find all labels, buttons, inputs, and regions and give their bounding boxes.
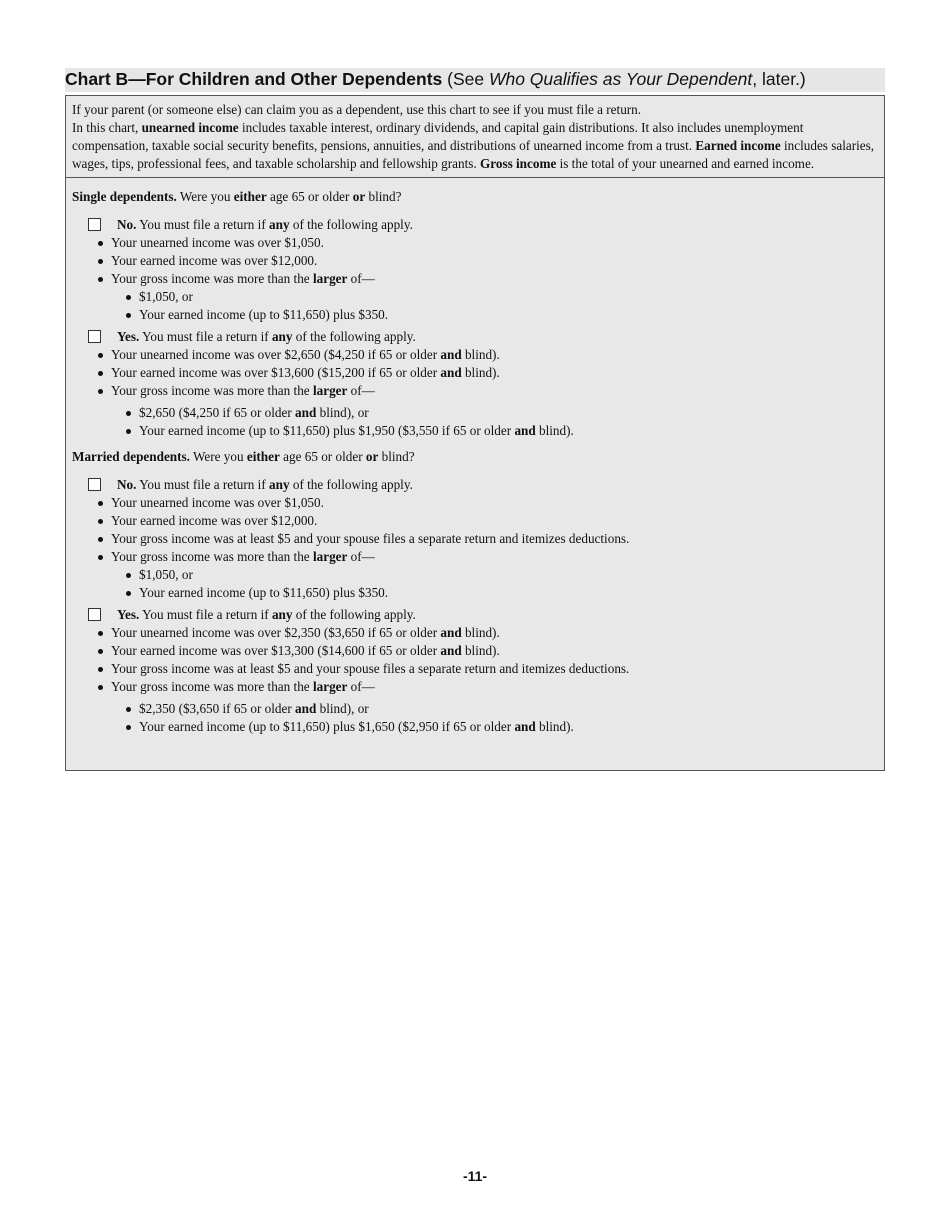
option-text: You must file a return if	[136, 217, 270, 232]
option-emphasis: any	[269, 477, 290, 492]
option-emphasis: any	[271, 329, 293, 344]
option-text: You must file a return if	[136, 477, 270, 492]
single-yes-option	[72, 328, 878, 346]
question-emphasis: or	[365, 449, 379, 464]
list-item: Your unearned income was over $1,050.	[97, 234, 878, 252]
sub-list-item: Your earned income (up to $11,650) plus $350.	[125, 584, 878, 602]
list-item: Your unearned income was over $1,050.	[97, 494, 878, 512]
married-yes-sublist	[111, 700, 878, 736]
option-emphasis: any	[269, 217, 290, 232]
sub-list-item: $1,050, or	[125, 288, 878, 306]
list-item	[97, 642, 878, 660]
question-text: Were you	[176, 189, 234, 204]
intro-line: If your parent (or someone else) can claim you as a dependent, use this chart to see if you must file a return.	[72, 102, 642, 117]
single-yes-list	[72, 346, 878, 440]
question-text: age 65 or older	[279, 449, 366, 464]
single-no-sublist	[111, 288, 878, 324]
item-emphasis: and	[440, 625, 462, 640]
item-text: $2,350 ($3,650 if 65 or older	[139, 701, 296, 716]
item-text: Your earned income (up to $11,650) plus $1,950 ($3,550 if 65 or older	[139, 423, 515, 438]
married-no-checkbox[interactable]	[88, 478, 101, 491]
option-text: You must file a return if	[139, 329, 272, 344]
chart-body	[66, 178, 884, 736]
item-text: blind).	[535, 423, 574, 438]
list-item: Your earned income was over $12,000.	[97, 252, 878, 270]
single-label: Single dependents.	[72, 189, 177, 204]
list-item	[97, 624, 878, 642]
list-item	[97, 678, 878, 736]
intro-section	[66, 96, 884, 178]
option-text: of the following apply.	[289, 477, 413, 492]
intro-text: includes taxable interest, ordinary dividends, and capital gain distributions. It also includes unemployment compensation, taxable social security benefits, pensions, annuities, and distributions of unearned income from a trust.	[72, 120, 804, 153]
married-yes-option	[72, 606, 878, 624]
item-text: blind).	[535, 719, 574, 734]
item-emphasis: and	[514, 423, 536, 438]
item-text: $2,650 ($4,250 if 65 or older	[139, 405, 296, 420]
question-text: blind?	[365, 189, 402, 204]
item-emphasis: and	[440, 365, 462, 380]
intro-text: includes salaries, wages, tips, professional fees, and taxable scholarship and fellowship grants.	[72, 138, 875, 171]
item-text: Your earned income was over $13,300 ($14,600 if 65 or older	[111, 643, 441, 658]
option-text: of the following apply.	[292, 607, 416, 622]
option-text: of the following apply.	[289, 217, 413, 232]
option-label: Yes.	[117, 329, 140, 344]
list-item: Your gross income was at least $5 and your spouse files a separate return and itemizes deductions.	[97, 530, 878, 548]
married-no-sublist	[111, 566, 878, 602]
item-emphasis: larger	[312, 271, 348, 286]
married-no-list	[72, 494, 878, 602]
married-yes-checkbox[interactable]	[88, 608, 101, 621]
item-text: of—	[347, 549, 375, 564]
single-dependents-question	[72, 188, 878, 206]
chart-title-bold: Chart B—For Children and Other Dependents	[65, 69, 443, 89]
list-item	[97, 382, 878, 440]
married-yes-list	[72, 624, 878, 736]
item-text: blind).	[461, 625, 500, 640]
list-item: Your gross income was at least $5 and your spouse files a separate return and itemizes deductions.	[97, 660, 878, 678]
item-text: of—	[347, 383, 375, 398]
list-item	[97, 346, 878, 364]
item-text: blind).	[461, 365, 500, 380]
option-emphasis: any	[271, 607, 293, 622]
item-emphasis: and	[295, 405, 317, 420]
question-emphasis: either	[233, 189, 267, 204]
item-emphasis: larger	[312, 549, 348, 564]
item-text: blind).	[461, 347, 500, 362]
option-label: No.	[117, 477, 137, 492]
question-text: Were you	[189, 449, 247, 464]
item-text: blind).	[461, 643, 500, 658]
question-emphasis: either	[246, 449, 280, 464]
chart-title	[65, 68, 885, 92]
sub-list-item	[125, 700, 878, 718]
item-text: Your unearned income was over $2,350 ($3,650 if 65 or older	[111, 625, 441, 640]
item-emphasis: and	[440, 643, 462, 658]
married-dependents-question	[72, 448, 878, 466]
question-text: age 65 or older	[266, 189, 353, 204]
chart-title-open: (See	[442, 69, 489, 89]
question-text: blind?	[378, 449, 415, 464]
single-yes-sublist	[111, 404, 878, 440]
married-no-option	[72, 476, 878, 494]
sub-list-item	[125, 718, 878, 736]
item-text: Your unearned income was over $2,650 ($4,250 if 65 or older	[111, 347, 441, 362]
chart-box	[65, 95, 885, 771]
intro-text: In this chart,	[72, 120, 142, 135]
question-emphasis: or	[352, 189, 366, 204]
term-gross-income: Gross income	[479, 156, 557, 171]
single-yes-checkbox[interactable]	[88, 330, 101, 343]
married-label: Married dependents.	[72, 449, 190, 464]
item-emphasis: larger	[312, 383, 348, 398]
item-text: blind), or	[316, 405, 369, 420]
item-text: Your gross income was more than the	[111, 549, 313, 564]
list-item	[97, 548, 878, 602]
sub-list-item: Your earned income (up to $11,650) plus $350.	[125, 306, 878, 324]
item-text: blind), or	[316, 701, 369, 716]
intro-definitions	[72, 119, 878, 173]
list-item	[97, 270, 878, 324]
item-text: Your earned income was over $13,600 ($15,200 if 65 or older	[111, 365, 441, 380]
list-item	[97, 364, 878, 382]
option-label: Yes.	[117, 607, 140, 622]
option-text: You must file a return if	[139, 607, 272, 622]
chart-title-close: , later.)	[752, 69, 806, 89]
single-no-checkbox[interactable]	[88, 218, 101, 231]
term-unearned-income: unearned income	[141, 120, 239, 135]
option-label: No.	[117, 217, 137, 232]
item-text: Your gross income was more than the	[111, 271, 313, 286]
item-text: Your gross income was more than the	[111, 383, 313, 398]
item-text: of—	[347, 271, 375, 286]
intro-text: is the total of your unearned and earned income.	[556, 156, 815, 171]
sub-list-item	[125, 404, 878, 422]
list-item: Your earned income was over $12,000.	[97, 512, 878, 530]
sub-list-item	[125, 422, 878, 440]
chart-title-link-text: Who Qualifies as Your Dependent	[488, 69, 753, 89]
item-text: of—	[347, 679, 375, 694]
page-number: -11-	[462, 1168, 488, 1184]
item-emphasis: and	[295, 701, 317, 716]
single-no-option	[72, 216, 878, 234]
term-earned-income: Earned income	[695, 138, 781, 153]
item-text: Your gross income was more than the	[111, 679, 313, 694]
item-emphasis: and	[440, 347, 462, 362]
option-text: of the following apply.	[292, 329, 416, 344]
sub-list-item: $1,050, or	[125, 566, 878, 584]
single-no-list	[72, 234, 878, 324]
item-text: Your earned income (up to $11,650) plus $1,650 ($2,950 if 65 or older	[139, 719, 515, 734]
item-emphasis: and	[514, 719, 536, 734]
item-emphasis: larger	[312, 679, 348, 694]
